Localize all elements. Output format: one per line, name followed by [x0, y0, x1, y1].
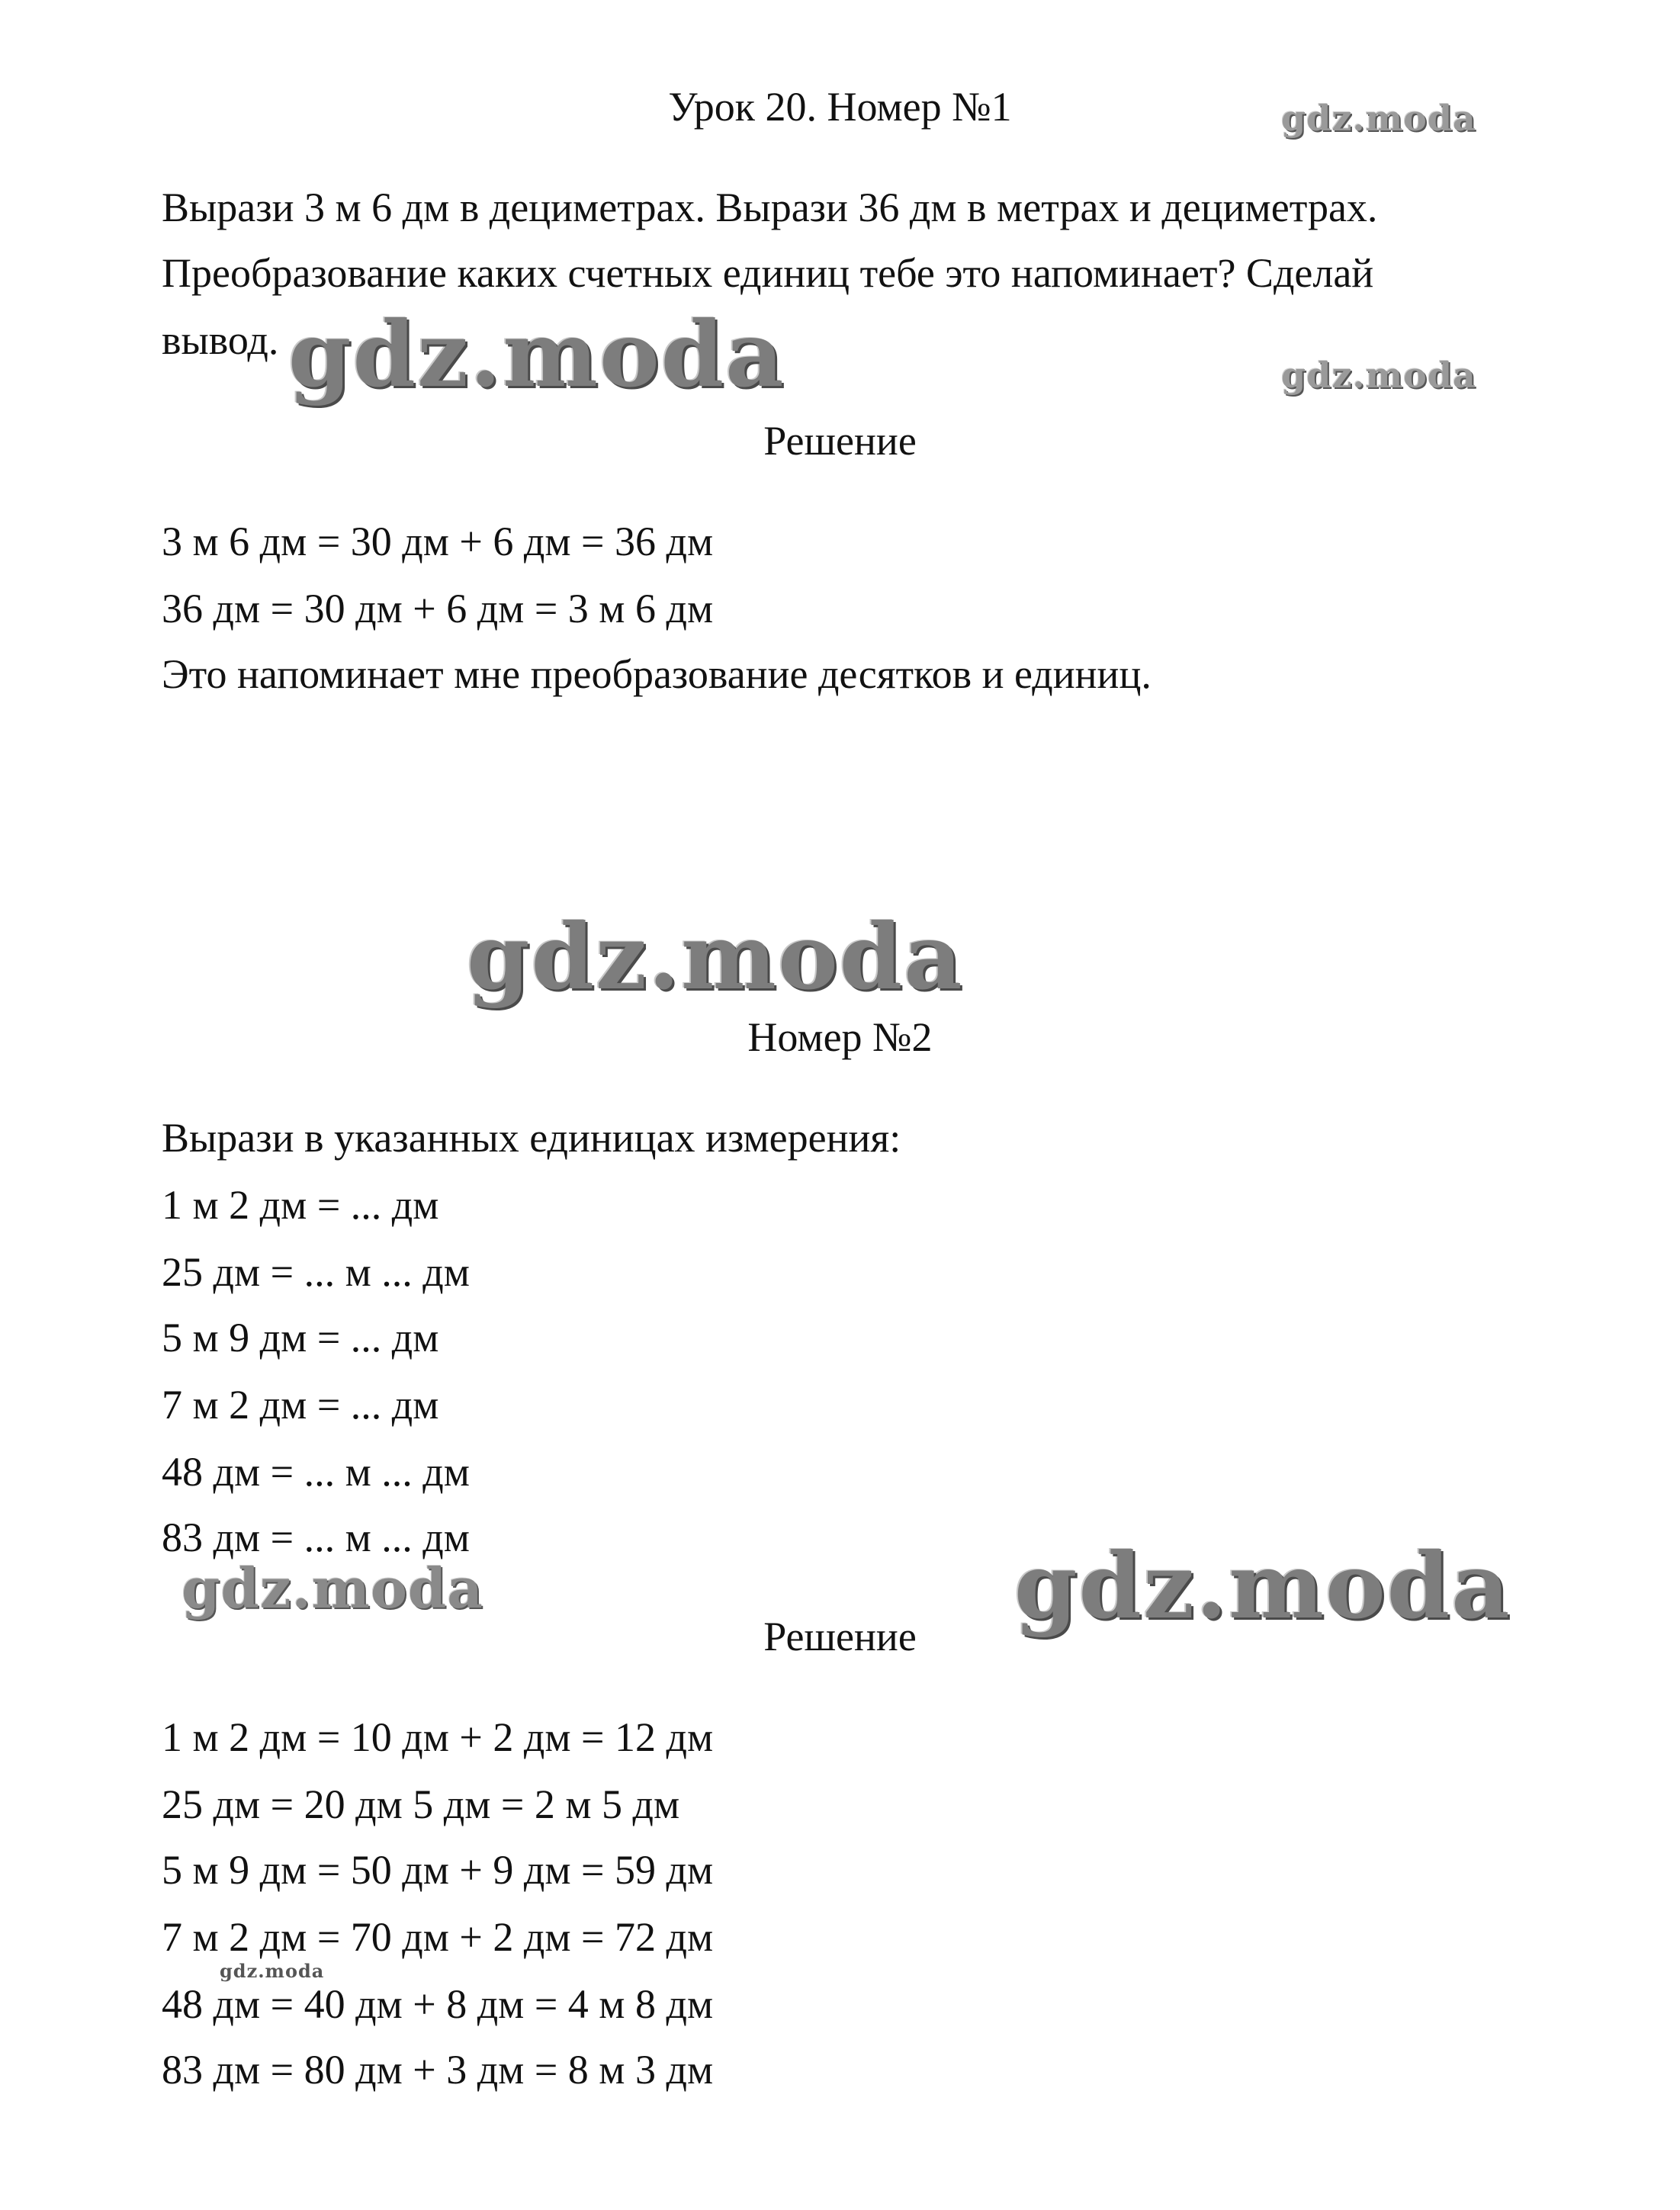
watermark-logo: gdz.moda	[1014, 1533, 1511, 1639]
task1-solution-line-2: 36 дм = 30 дм + 6 дм = 3 м 6 дм	[162, 586, 714, 631]
task1-header: Урок 20. Номер №1	[668, 84, 1012, 130]
task2-solution-line-4: 7 м 2 дм = 70 дм + 2 дм = 72 дм	[162, 1914, 714, 1960]
watermark-logo: gdz.moda	[181, 1556, 483, 1621]
task2-header: Номер №2	[747, 1014, 933, 1060]
task2-solution-line-2: 25 дм = 20 дм 5 дм = 2 м 5 дм	[162, 1781, 680, 1827]
task1-solution-line-1: 3 м 6 дм = 30 дм + 6 дм = 36 дм	[162, 519, 714, 564]
task2-solution-line-6: 83 дм = 80 дм + 3 дм = 8 м 3 дм	[162, 2047, 714, 2093]
watermark-logo: gdz.moda	[288, 301, 785, 407]
task2-exercise-5: 48 дм = ... м ... дм	[162, 1449, 470, 1495]
task1-prompt-line-3: вывод.	[162, 317, 279, 363]
task1-solution-line-3: Это напоминает мне преобразование десятков и единиц.	[162, 651, 1152, 697]
watermark-logo: gdz.moda	[220, 1960, 325, 1982]
watermark-logo: gdz.moda	[1281, 355, 1476, 396]
watermark-logo: gdz.moda	[1281, 98, 1476, 139]
task2-solution-line-3: 5 м 9 дм = 50 дм + 9 дм = 59 дм	[162, 1847, 714, 1893]
task2-exercise-3: 5 м 9 дм = ... дм	[162, 1315, 439, 1360]
task2-prompt: Вырази в указанных единицах измерения:	[162, 1115, 901, 1161]
task2-exercise-6: 83 дм = ... м ... дм	[162, 1515, 470, 1560]
task2-exercise-1: 1 м 2 дм = ... дм	[162, 1182, 439, 1228]
task2-exercise-4: 7 м 2 дм = ... дм	[162, 1382, 439, 1428]
task2-solution-line-5: 48 дм = 40 дм + 8 дм = 4 м 8 дм	[162, 1981, 714, 2027]
task1-solution-title: Решение	[763, 418, 917, 464]
task1-prompt-line-2: Преобразование каких счетных единиц тебе это напоминает? Сделай	[162, 250, 1374, 296]
task1-prompt-line-1: Вырази 3 м 6 дм в дециметрах. Вырази 36 дм в метрах и дециметрах.	[162, 185, 1378, 230]
task2-exercise-2: 25 дм = ... м ... дм	[162, 1249, 470, 1295]
watermark-logo: gdz.moda	[467, 904, 964, 1010]
task2-solution-line-1: 1 м 2 дм = 10 дм + 2 дм = 12 дм	[162, 1714, 714, 1760]
task2-solution-title: Решение	[763, 1614, 917, 1659]
